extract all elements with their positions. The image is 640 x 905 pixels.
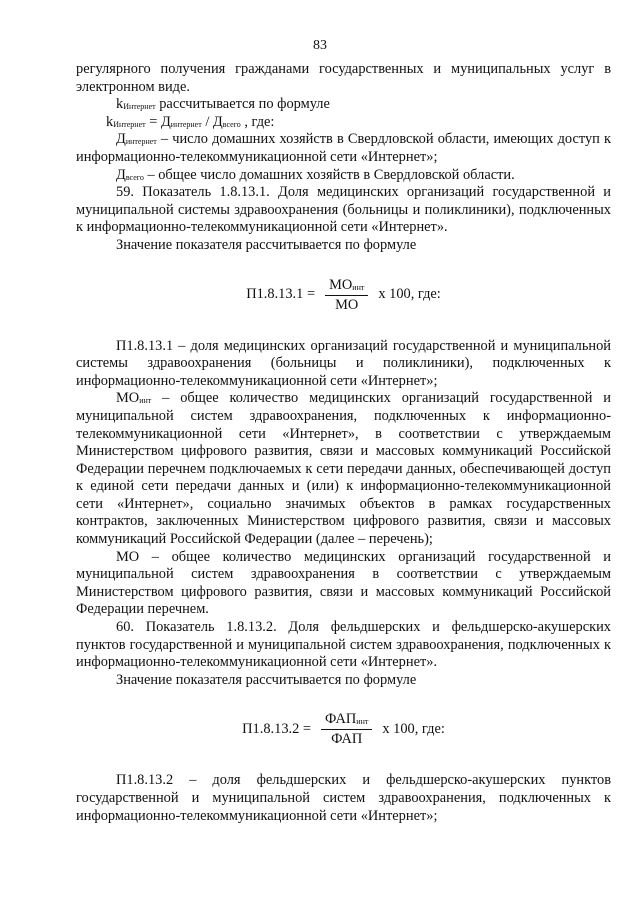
paragraph-8: $МО_{инт}$ – общее количество медицинских организаций государственной и муниципальной систем здравоохранения, подключенных к информационно-телекоммуникационной сети «Интернет», в соответствии с утверждаемым Министерством цифрового развития, связи и массовых коммуникаций Российской Федерации перечнем подключаемых к сети передачи данных, обеспечивающей доступ к единой сети передачи данных и (или) к информационно-телекоммуникационной сети «Интернет», социально значимых объектов в рамках государственных контрактов, заключенных Министерством цифрового развития, связи и массовых коммуникаций Российской Федерации (далее – перечень); — [76, 390, 611, 548]
paragraph-3: $Д_{интернет}$ – число домашних хозяйств в Свердловской области, имеющих доступ к информационно-телекоммуникационной сети «Интернет»; — [76, 131, 611, 165]
paragraph-6: Значение показателя рассчитывается по формуле — [116, 236, 417, 253]
formula-p1-8-13-2: П1.8.13.2 = $\frac{ФАП_{инт}}{\text{ФАП}}$ x 100, где: — [242, 711, 445, 748]
formula-k-internet: $k_{Интернет} = Д_{интернет} / Д_{всего}$ , где: — [106, 113, 275, 130]
paragraph-4: $Д_{всего}$ – общее число домашних хозяйств в Свердловской области. — [116, 166, 515, 183]
paragraph-12: П1.8.13.2 – доля фельдшерских и фельдшерско-акушерских пунктов государственной и муниципальной систем здравоохранения, подключенных к информационно-телекоммуникационной сети «Интернет»; — [76, 772, 611, 824]
paragraph-11: Значение показателя рассчитывается по формуле — [116, 671, 417, 688]
paragraph-5: 59. Показатель 1.8.13.1. Доля медицинских организаций государственной и муниципальной системы здравоохранения (больницы и поликлиники), подключенных к информационно-телекоммуникационной сети «Интернет». — [76, 184, 611, 236]
page-number: 83 — [313, 38, 327, 53]
document-body — [76, 61, 611, 825]
paragraph-2: $k_{Интернет}$ рассчитывается по формуле — [116, 96, 330, 113]
paragraph-9: МО – общее количество медицинских организаций государственной и муниципальной систем здравоохранения в соответствии с утверждаемым Министерством цифрового развития, связи и массовых коммуникаций Российской Федерации перечнем. — [76, 548, 611, 618]
paragraph-10: 60. Показатель 1.8.13.2. Доля фельдшерских и фельдшерско-акушерских пунктов государственной и муниципальной систем здравоохранения, подключенных к информационно-телекоммуникационной сети «Интернет». — [76, 619, 611, 671]
paragraph-1: регулярного получения гражданами государственных и муниципальных услуг в электронном виде. — [76, 61, 611, 95]
paragraph-7: П1.8.13.1 – доля медицинских организаций государственной и муниципальной системы здравоохранения (больницы и поликлиники), подключенных к информационно-телекоммуникационной сети «Интернет»; — [76, 337, 611, 389]
formula-p1-8-13-1: П1.8.13.1 = $\frac{МО_{инт}}{МО}$ x 100, где: — [246, 276, 441, 313]
